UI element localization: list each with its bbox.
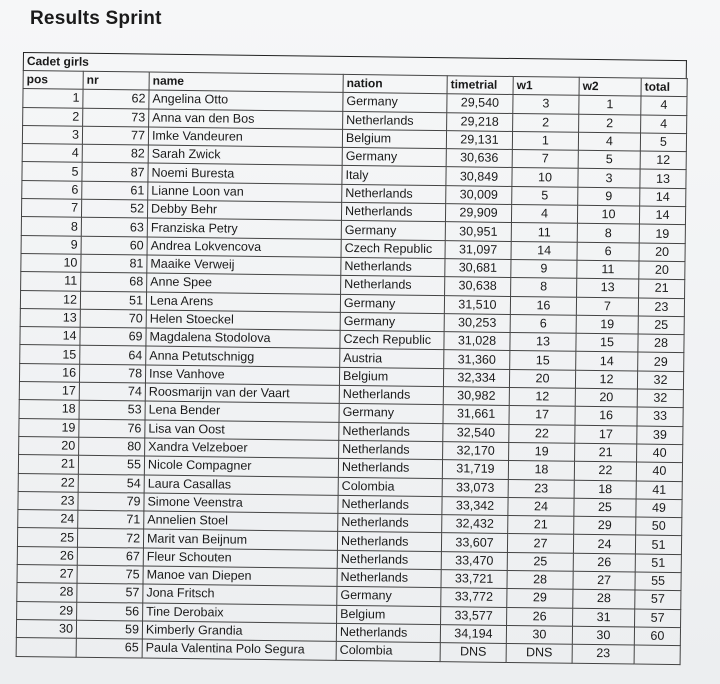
cell-name: Anne Spee [147,273,341,294]
cell-pos: 3 [22,125,82,144]
cell-name: Inse Vanhove [145,365,339,386]
cell-total: 21 [639,279,685,298]
cell-total: 51 [635,554,681,573]
cell-pos: 13 [20,308,80,327]
cell-name: Andrea Lokvencova [147,237,341,258]
cell-name: Helen Stoeckel [146,310,340,331]
cell-pos: 27 [17,564,77,583]
cell-total: 32 [637,389,683,408]
cell-nation: Netherlands [342,184,446,204]
column-header-name: name [149,72,343,93]
cell-name: Nicole Compagner [144,456,338,477]
cell-nr: 51 [80,291,146,310]
cell-total: 4 [641,115,687,134]
cell-timetrial: 33,721 [441,570,507,589]
cell-nr: 87 [82,163,148,182]
cell-total: 57 [635,609,681,628]
cell-w2: 10 [577,205,639,224]
cell-w1: 22 [509,424,575,443]
cell-nation: Czech Republic [340,331,444,351]
cell-w1: 10 [512,168,578,187]
cell-pos: 10 [21,253,81,272]
cell-pos: 22 [18,473,78,492]
cell-w2: 4 [578,132,640,151]
cell-name: Sarah Zwick [148,145,342,166]
cell-total: 13 [640,170,686,189]
cell-nr: 82 [82,144,148,163]
cell-total: 12 [640,151,686,170]
cell-nation: Netherlands [336,623,440,643]
cell-w1: 20 [509,369,575,388]
cell-timetrial: 29,218 [447,112,513,131]
cell-name: Maaike Verweij [147,255,341,276]
cell-w1: 8 [511,278,577,297]
cell-total: 14 [639,206,685,225]
cell-pos: 24 [18,510,78,529]
cell-nr: 62 [83,90,149,109]
cell-pos: 17 [19,382,79,401]
cell-nation: Netherlands [339,422,443,442]
column-header-total: total [641,78,687,97]
cell-w2: 12 [575,370,637,389]
cell-nation: Netherlands [339,440,443,460]
cell-w2: 3 [578,169,640,188]
cell-w2: 15 [576,333,638,352]
cell-total: 40 [637,444,683,463]
cell-nation: Colombia [336,642,440,662]
cell-total: 49 [636,499,682,518]
cell-nr: 78 [79,364,145,383]
cell-w2: 14 [576,352,638,371]
cell-w2: 23 [572,644,634,663]
cell-w2: 6 [577,242,639,261]
page-title: Results Sprint [30,8,162,29]
cell-pos: 25 [17,528,77,547]
cell-w2: 27 [573,571,635,590]
cell-nation: Belgium [339,367,443,387]
cell-pos: 8 [21,217,81,236]
cell-pos: 9 [21,235,81,254]
cell-total: 14 [640,188,686,207]
cell-w1: 26 [507,607,573,626]
cell-w2: 29 [574,516,636,535]
cell-w1: 21 [508,516,574,535]
cell-total [634,645,680,664]
cell-nr: 64 [80,346,146,365]
cell-total: 29 [638,352,684,371]
cell-name: Lena Arens [146,292,340,313]
cell-w2: 13 [577,279,639,298]
cell-timetrial: 32,432 [442,515,508,534]
cell-nr: 55 [78,455,144,474]
cell-pos: 11 [21,272,81,291]
cell-pos: 12 [20,290,80,309]
cell-pos: 4 [22,144,82,163]
cell-w2: 28 [573,590,635,609]
cell-pos: 29 [17,601,77,620]
cell-timetrial: 33,772 [441,588,507,607]
cell-timetrial: 30,009 [446,185,512,204]
cell-nation: Netherlands [339,385,443,405]
cell-name: Jona Fritsch [143,584,337,605]
cell-name: Xandra Velzeboer [145,438,339,459]
cell-name: Anna Petutschnigg [146,346,340,367]
cell-name: Debby Behr [147,200,341,221]
cell-name: Magdalena Stodolova [146,328,340,349]
cell-pos: 28 [17,583,77,602]
cell-name: Franziska Petry [147,218,341,239]
cell-w1: 3 [513,95,579,114]
cell-w1: 9 [511,259,577,278]
cell-nr: 61 [82,181,148,200]
cell-nation: Austria [340,349,444,369]
cell-w1: 7 [512,150,578,169]
cell-w1: 23 [508,479,574,498]
cell-name: Paula Valentina Polo Segura [142,639,336,660]
cell-w1: 29 [507,589,573,608]
column-header-pos: pos [23,71,83,90]
cell-w2: 26 [573,553,635,572]
cell-timetrial: 31,097 [445,240,511,259]
cell-nr: 54 [78,474,144,493]
cell-name: Lena Bender [145,401,339,422]
cell-w1: 1 [512,131,578,150]
cell-timetrial: 30,951 [445,222,511,241]
cell-w1: DNS [506,644,572,663]
cell-w2: 17 [575,425,637,444]
cell-total: 5 [640,133,686,152]
cell-w1: 28 [507,570,573,589]
cell-w1: 6 [510,314,576,333]
cell-total: 41 [636,481,682,500]
cell-w1: 30 [506,625,572,644]
cell-total: 25 [638,316,684,335]
cell-w2: 5 [578,150,640,169]
cell-name: Marit van Beijnum [143,529,337,550]
cell-nr: 71 [78,510,144,529]
cell-total: 23 [638,298,684,317]
cell-total: 50 [636,517,682,536]
cell-total: 20 [639,243,685,262]
cell-timetrial: 29,131 [446,131,512,150]
cell-w1: 14 [511,241,577,260]
cell-nation: Germany [340,294,444,314]
cell-timetrial: 31,719 [442,460,508,479]
cell-timetrial: 31,360 [444,350,510,369]
cell-nr: 75 [77,565,143,584]
cell-total: 60 [634,627,680,646]
cell-w2: 2 [579,114,641,133]
cell-w2: 24 [573,535,635,554]
cell-nr: 81 [81,254,147,273]
cell-pos: 30 [16,619,76,638]
cell-pos: 2 [23,107,83,126]
cell-w1: 24 [508,497,574,516]
cell-nr: 73 [83,108,149,127]
cell-nation: Germany [339,404,443,424]
cell-nr: 53 [79,401,145,420]
cell-name: Imke Vandeuren [148,127,342,148]
cell-total: 33 [637,407,683,426]
cell-nr: 56 [77,602,143,621]
cell-timetrial: 33,607 [441,533,507,552]
cell-nr: 63 [81,218,147,237]
cell-w1: 13 [510,333,576,352]
cell-total: 4 [641,96,687,115]
cell-name: Annelien Stoel [144,511,338,532]
cell-nr: 77 [82,126,148,145]
cell-pos: 7 [21,199,81,218]
cell-pos: 26 [17,546,77,565]
cell-nation: Germany [341,221,445,241]
cell-nation: Netherlands [337,568,441,588]
cell-nation: Netherlands [337,532,441,552]
cell-w1: 15 [510,351,576,370]
cell-name: Tine Derobaix [143,603,337,624]
cell-pos: 16 [19,363,79,382]
cell-w1: 19 [509,442,575,461]
cell-timetrial: 33,342 [442,496,508,515]
cell-pos: 18 [19,400,79,419]
cell-w1: 16 [510,296,576,315]
cell-timetrial: 32,170 [443,442,509,461]
cell-nr: 74 [79,382,145,401]
cell-w2: 19 [576,315,638,334]
cell-w2: 30 [572,626,634,645]
cell-pos [16,638,76,657]
cell-timetrial: 31,661 [443,405,509,424]
cell-nation: Netherlands [338,459,442,479]
cell-name: Lisa van Oost [145,420,339,441]
cell-nr: 69 [80,327,146,346]
cell-pos: 6 [22,180,82,199]
cell-pos: 21 [18,455,78,474]
cell-total: 51 [635,535,681,554]
cell-pos: 5 [22,162,82,181]
cell-nation: Netherlands [337,550,441,570]
cell-timetrial: 34,194 [440,625,506,644]
cell-nation: Germany [342,148,446,168]
cell-w1: 12 [509,388,575,407]
cell-nr: 60 [81,236,147,255]
cell-nation: Colombia [338,477,442,497]
cell-pos: 20 [19,436,79,455]
cell-name: Kimberly Grandia [142,621,336,642]
cell-pos: 15 [20,345,80,364]
cell-timetrial: DNS [440,643,506,662]
cell-nr: 67 [77,547,143,566]
cell-nation: Netherlands [341,202,445,222]
table-body [16,89,687,664]
cell-nr: 68 [81,272,147,291]
cell-w2: 21 [575,443,637,462]
cell-timetrial: 30,638 [445,277,511,296]
cell-name: Manoe van Diepen [143,566,337,587]
cell-name: Lianne Loon van [148,182,342,203]
cell-timetrial: 30,982 [443,387,509,406]
cell-nation: Germany [337,587,441,607]
cell-w1: 25 [507,552,573,571]
cell-total: 28 [638,334,684,353]
cell-w2: 16 [575,407,637,426]
cell-pos: 1 [23,89,83,108]
cell-w2: 11 [577,260,639,279]
cell-w2: 9 [578,187,640,206]
cell-nation: Italy [342,166,446,186]
cell-nr: 65 [76,638,142,657]
cell-nr: 52 [81,199,147,218]
column-header-w2: w2 [579,77,641,96]
cell-timetrial: 33,073 [442,478,508,497]
cell-timetrial: 32,334 [443,368,509,387]
cell-nr: 79 [78,492,144,511]
cell-w2: 22 [574,462,636,481]
cell-w2: 8 [577,224,639,243]
cell-name: Simone Veenstra [144,493,338,514]
cell-w2: 1 [579,96,641,115]
cell-w2: 20 [575,388,637,407]
cell-total: 40 [636,462,682,481]
cell-w1: 27 [507,534,573,553]
cell-pos: 14 [20,327,80,346]
column-header-nr: nr [83,71,149,90]
cell-w2: 31 [573,608,635,627]
cell-pos: 23 [18,491,78,510]
cell-w1: 2 [513,113,579,132]
cell-nr: 59 [76,620,142,639]
cell-total: 39 [637,426,683,445]
cell-timetrial: 30,681 [445,259,511,278]
cell-name: Laura Casallas [144,475,338,496]
cell-nr: 72 [77,529,143,548]
cell-nation: Belgium [342,129,446,149]
cell-nr: 80 [79,437,145,456]
column-header-nation: nation [343,74,447,94]
cell-pos: 19 [19,418,79,437]
cell-w2: 25 [574,498,636,517]
column-header-timetrial: timetrial [447,76,513,95]
cell-timetrial: 33,577 [441,606,507,625]
cell-w1: 11 [511,223,577,242]
cell-timetrial: 30,636 [446,149,512,168]
cell-w1: 17 [509,406,575,425]
cell-nr: 57 [77,584,143,603]
cell-timetrial: 30,849 [446,167,512,186]
column-header-w1: w1 [513,76,579,95]
cell-w1: 5 [512,186,578,205]
results-table [16,70,688,665]
cell-total: 19 [639,224,685,243]
cell-name: Angelina Otto [149,90,343,111]
cell-nation: Germany [343,93,447,113]
cell-nation: Netherlands [341,276,445,296]
cell-nation: Germany [340,312,444,332]
cell-timetrial: 32,540 [443,423,509,442]
results-sheet [16,52,688,665]
cell-w1: 18 [508,461,574,480]
cell-timetrial: 29,909 [445,204,511,223]
cell-timetrial: 30,253 [444,314,510,333]
cell-nation: Netherlands [341,257,445,277]
cell-nation: Czech Republic [341,239,445,259]
cell-name: Noemi Buresta [148,164,342,185]
cell-name: Fleur Schouten [143,548,337,569]
cell-w1: 4 [511,205,577,224]
cell-nation: Netherlands [338,495,442,515]
cell-total: 20 [639,261,685,280]
cell-w2: 18 [574,480,636,499]
cell-nation: Belgium [337,605,441,625]
cell-nation: Netherlands [338,514,442,534]
cell-timetrial: 31,510 [444,295,510,314]
cell-timetrial: 29,540 [447,94,513,113]
cell-total: 57 [635,590,681,609]
cell-nr: 70 [80,309,146,328]
category-label: Cadet girls [23,52,687,78]
cell-timetrial: 33,470 [441,551,507,570]
cell-w2: 7 [576,297,638,316]
cell-timetrial: 31,028 [444,332,510,351]
cell-total: 55 [635,572,681,591]
cell-nation: Netherlands [343,111,447,131]
cell-name: Anna van den Bos [149,109,343,130]
cell-name: Roosmarijn van der Vaart [145,383,339,404]
cell-nr: 76 [79,419,145,438]
cell-total: 32 [637,371,683,390]
